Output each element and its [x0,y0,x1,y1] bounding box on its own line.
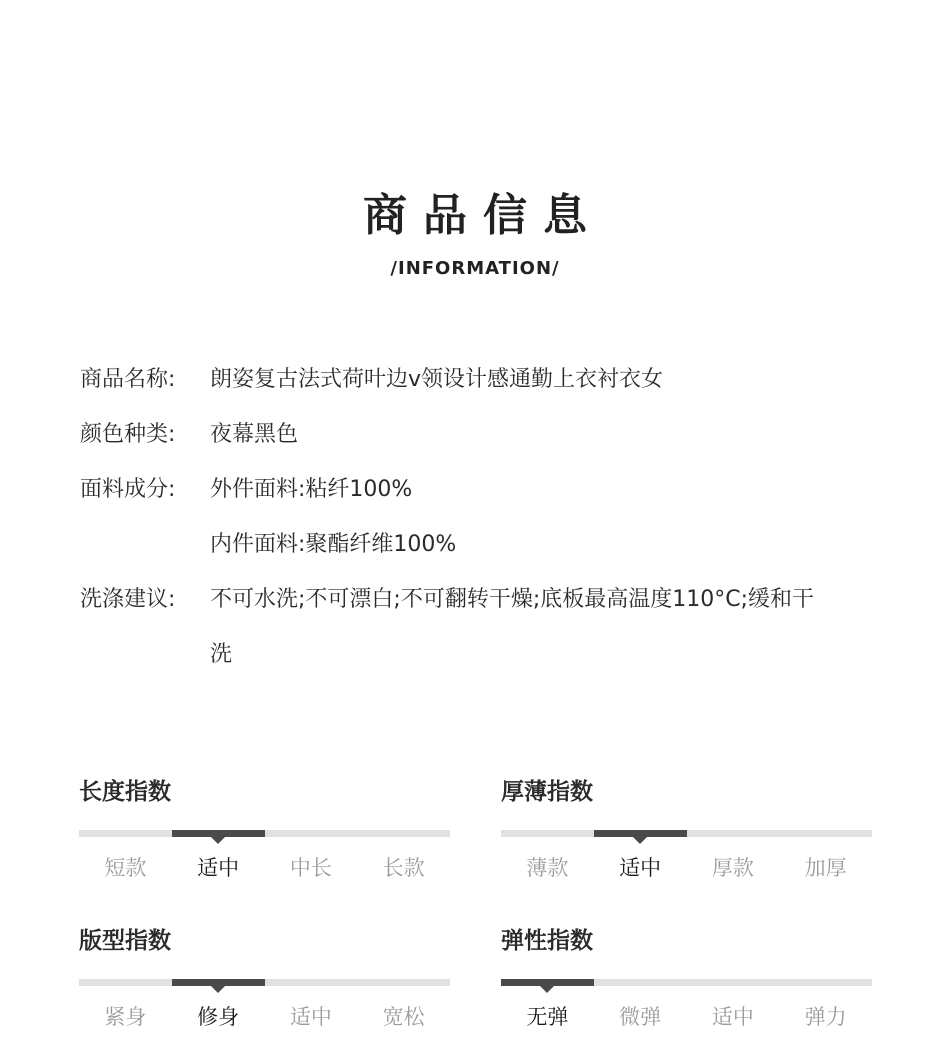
info-value: 朗姿复古法式荷叶边v领设计感通勤上衣衬衣女 [210,367,664,392]
page-title: 商品信息 [363,190,603,241]
index-active-segment [172,979,265,986]
page-subtitle: /INFORMATION/ [390,258,560,279]
length-index [79,777,450,882]
index-option: 适中 [619,856,662,880]
index-options [79,1003,450,1031]
pointer-triangle-icon [211,986,225,993]
info-value: 不可水洗;不可漂白;不可翻转干燥;底板最高温度110°C;缓和干 [210,587,815,612]
thickness-index [501,777,872,882]
pointer-triangle-icon [540,986,554,993]
index-option: 加厚 [804,856,847,880]
fit-index [79,926,450,1031]
info-row-care [80,572,880,627]
info-label [80,517,210,572]
info-row-name [80,352,880,407]
pointer-triangle-icon [633,837,647,844]
pointer-triangle-icon [211,837,225,844]
index-option: 弹力 [804,1005,847,1029]
index-active-segment [172,830,265,837]
index-option: 无弹 [526,1005,569,1029]
index-active-segment [594,830,687,837]
info-value: 内件面料:聚酯纤维100% [210,532,457,557]
info-label: 面料成分: [80,477,176,502]
info-value: 外件面料:粘纤100% [210,477,413,502]
info-label [80,627,210,682]
index-title: 厚薄指数 [501,779,593,805]
index-active-segment [501,979,594,986]
product-info-table [80,352,880,682]
index-option: 修身 [197,1005,240,1029]
elasticity-index [501,926,872,1031]
index-title: 版型指数 [79,928,171,954]
index-track [501,979,872,986]
info-label: 颜色种类: [80,422,176,447]
info-row-fabric-inner [80,517,880,572]
index-option: 长款 [382,856,425,880]
index-option: 微弹 [619,1005,662,1029]
index-track [79,979,450,986]
index-option: 厚款 [711,856,754,880]
index-track [79,830,450,837]
index-options [501,1003,872,1031]
index-option: 紧身 [104,1005,147,1029]
index-option: 适中 [289,1005,332,1029]
info-label: 商品名称: [80,367,176,392]
index-title: 长度指数 [79,779,171,805]
info-value: 洗 [210,642,233,667]
index-option: 宽松 [382,1005,425,1029]
info-row-color [80,407,880,462]
index-title: 弹性指数 [501,928,593,954]
index-option: 中长 [289,856,332,880]
info-row-fabric [80,462,880,517]
index-option: 短款 [104,856,147,880]
index-option: 适中 [197,856,240,880]
index-option: 薄款 [526,856,569,880]
info-value: 夜幕黑色 [210,422,299,447]
info-row-care-cont [80,627,880,682]
index-option: 适中 [711,1005,754,1029]
index-options [79,854,450,882]
index-track [501,830,872,837]
info-label: 洗涤建议: [80,587,176,612]
index-options [501,854,872,882]
